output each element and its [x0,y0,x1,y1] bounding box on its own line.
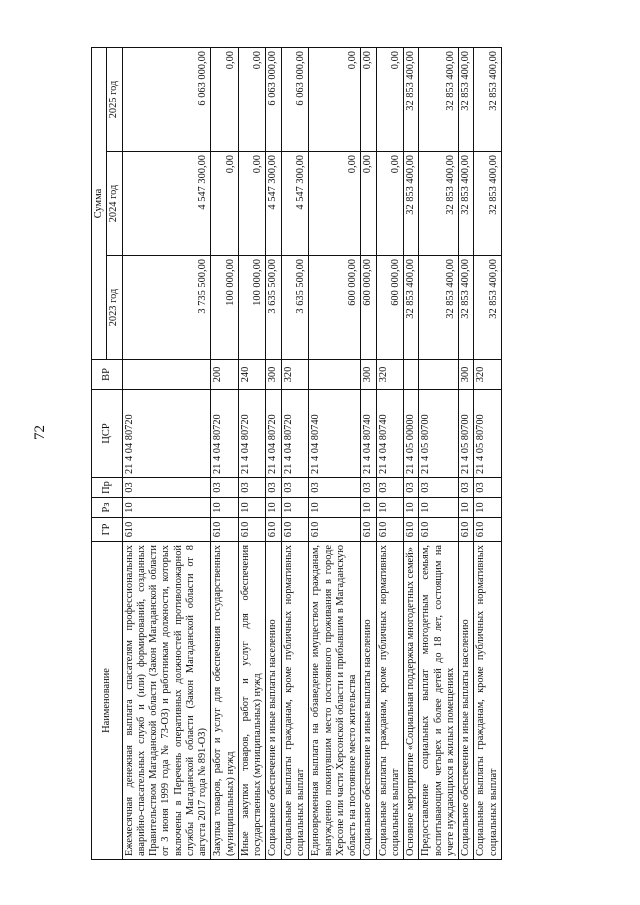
header-sum: Сумма [92,48,107,360]
row-csr: 21 4 04 80720 [211,390,239,478]
row-pr: 03 [238,478,266,498]
row-2023: 100 000,00 [211,256,239,360]
row-rz: 10 [281,498,309,518]
row-pr: 03 [361,478,376,498]
row-2023: 100 000,00 [238,256,266,360]
row-rz: 10 [376,498,404,518]
row-2023: 32 853 400,00 [474,256,502,360]
row-rz: 10 [266,498,281,518]
row-name: Ежемесячная денежная выплата спасателям профессиональных аварийно-спасательных служб и (или) формирований, созданных Правительством Магаданской области (Закон Магаданской области от 3 июня 1999 года № 73-ОЗ) и работникам должности, которых включены в Перечень оперативных должностей противопожарной службы Магаданской области (Закон Магаданской области от 8 августа 2017 года № 891-ОЗ) [122,542,211,860]
header-csr: ЦСР [92,390,123,478]
row-2024: 4 547 300,00 [281,152,309,256]
row-pr: 03 [211,478,239,498]
table-row [266,48,281,860]
row-vr: 240 [238,360,266,390]
row-csr: 21 4 04 80740 [309,390,361,478]
row-rz: 10 [361,498,376,518]
row-rz: 10 [238,498,266,518]
row-name: Единовременная выплата на обзаведение имуществом гражданам, вынужденно покинувшим место постоянного проживания в городе Херсоне или части Херсонской области и прибывшим в Магаданскую область на постоянное место жительства [309,542,361,860]
row-name: Иные закупки товаров, работ и услуг для обеспечения государственных (муниципальных) нужд [238,542,266,860]
page-number: 72 [32,425,48,440]
row-vr: 300 [361,360,376,390]
table-row [474,48,502,860]
row-pr: 03 [474,478,502,498]
row-2025: 0,00 [309,48,361,152]
row-2024: 0,00 [309,152,361,256]
header-gr: ГР [92,518,123,542]
row-vr: 320 [474,360,502,390]
row-rz: 10 [309,498,361,518]
row-name: Основное мероприятие «Социальная поддержка многодетных семей» [404,542,419,860]
row-2024: 32 853 400,00 [419,152,459,256]
rotated-document [91,48,611,860]
header-2025: 2025 год [107,48,122,152]
row-pr: 03 [376,478,404,498]
row-vr [404,360,419,390]
row-gr: 610 [309,518,361,542]
row-rz: 10 [419,498,459,518]
row-2023: 32 853 400,00 [459,256,474,360]
row-gr: 610 [404,518,419,542]
table-row [309,48,361,860]
row-vr [419,360,459,390]
row-csr: 21 4 05 00000 [404,390,419,478]
row-csr: 21 4 04 80720 [266,390,281,478]
row-pr: 03 [281,478,309,498]
row-2025: 6 063 000,00 [122,48,211,152]
row-name: Социальное обеспечение и иные выплаты населению [266,542,281,860]
row-gr: 610 [459,518,474,542]
row-pr: 03 [309,478,361,498]
row-2023: 600 000,00 [361,256,376,360]
row-name: Социальные выплаты гражданам, кроме публичных нормативных социальных выплат [474,542,502,860]
row-2023: 32 853 400,00 [404,256,419,360]
row-name: Социальное обеспечение и иные выплаты населению [361,542,376,860]
row-2025: 6 063 000,00 [281,48,309,152]
header-2024: 2024 год [107,152,122,256]
row-gr: 610 [419,518,459,542]
row-vr [122,360,211,390]
row-2023: 600 000,00 [376,256,404,360]
row-gr: 610 [266,518,281,542]
row-2024: 0,00 [211,152,239,256]
row-2023: 3 635 500,00 [281,256,309,360]
row-name: Социальное обеспечение и иные выплаты населению [459,542,474,860]
row-pr: 03 [459,478,474,498]
row-2025: 0,00 [238,48,266,152]
row-rz: 10 [404,498,419,518]
row-csr: 21 4 05 80700 [419,390,459,478]
table-row [361,48,376,860]
row-rz: 10 [122,498,211,518]
row-csr: 21 4 05 80700 [459,390,474,478]
row-csr: 21 4 04 80720 [238,390,266,478]
row-2023: 3 635 500,00 [266,256,281,360]
row-pr: 03 [404,478,419,498]
header-rz: Рз [92,498,123,518]
row-csr: 21 4 04 80720 [122,390,211,478]
row-2025: 32 853 400,00 [459,48,474,152]
row-2025: 32 853 400,00 [474,48,502,152]
row-gr: 610 [122,518,211,542]
row-gr: 610 [361,518,376,542]
row-2024: 32 853 400,00 [459,152,474,256]
row-vr [309,360,361,390]
row-rz: 10 [474,498,502,518]
row-csr: 21 4 04 80740 [361,390,376,478]
row-rz: 10 [211,498,239,518]
row-2023: 600 000,00 [309,256,361,360]
row-2023: 3 735 500,00 [122,256,211,360]
row-gr: 610 [211,518,239,542]
row-csr: 21 4 04 80720 [281,390,309,478]
table-row [211,48,239,860]
row-2024: 0,00 [238,152,266,256]
row-2025: 32 853 400,00 [419,48,459,152]
row-vr: 200 [211,360,239,390]
table-row [419,48,459,860]
table-row [122,48,211,860]
table-row [281,48,309,860]
row-name: Социальные выплаты гражданам, кроме публичных нормативных социальных выплат [281,542,309,860]
row-name: Социальные выплаты гражданам, кроме публичных нормативных социальных выплат [376,542,404,860]
row-csr: 21 4 05 80700 [474,390,502,478]
header-name: Наименование [92,542,123,860]
row-gr: 610 [376,518,404,542]
row-2025: 0,00 [376,48,404,152]
header-2023: 2023 год [107,256,122,360]
row-2024: 4 547 300,00 [122,152,211,256]
row-name: Закупка товаров, работ и услуг для обеспечения государственных (муниципальных) нужд [211,542,239,860]
row-rz: 10 [459,498,474,518]
row-vr: 320 [376,360,404,390]
row-2024: 4 547 300,00 [266,152,281,256]
row-pr: 03 [266,478,281,498]
row-vr: 320 [281,360,309,390]
row-2025: 0,00 [361,48,376,152]
row-pr: 03 [419,478,459,498]
header-pr: Пр [92,478,123,498]
row-2024: 0,00 [361,152,376,256]
row-2025: 0,00 [211,48,239,152]
table-row [238,48,266,860]
row-gr: 610 [474,518,502,542]
header-vr: ВР [92,360,123,390]
row-2024: 32 853 400,00 [474,152,502,256]
budget-table [91,47,502,860]
row-vr: 300 [459,360,474,390]
table-row [376,48,404,860]
row-pr: 03 [122,478,211,498]
row-gr: 610 [238,518,266,542]
table-row [459,48,474,860]
row-2025: 32 853 400,00 [404,48,419,152]
row-2025: 6 063 000,00 [266,48,281,152]
row-2024: 32 853 400,00 [404,152,419,256]
row-2023: 32 853 400,00 [419,256,459,360]
row-csr: 21 4 04 80740 [376,390,404,478]
row-2024: 0,00 [376,152,404,256]
row-name: Предоставление социальных выплат многодетным семьям, воспитывающим четырех и более детей до 18 лет, состоящим на учете нуждающихся в жилых помещениях [419,542,459,860]
row-vr: 300 [266,360,281,390]
header-row [92,48,107,860]
table-row [404,48,419,860]
row-gr: 610 [281,518,309,542]
